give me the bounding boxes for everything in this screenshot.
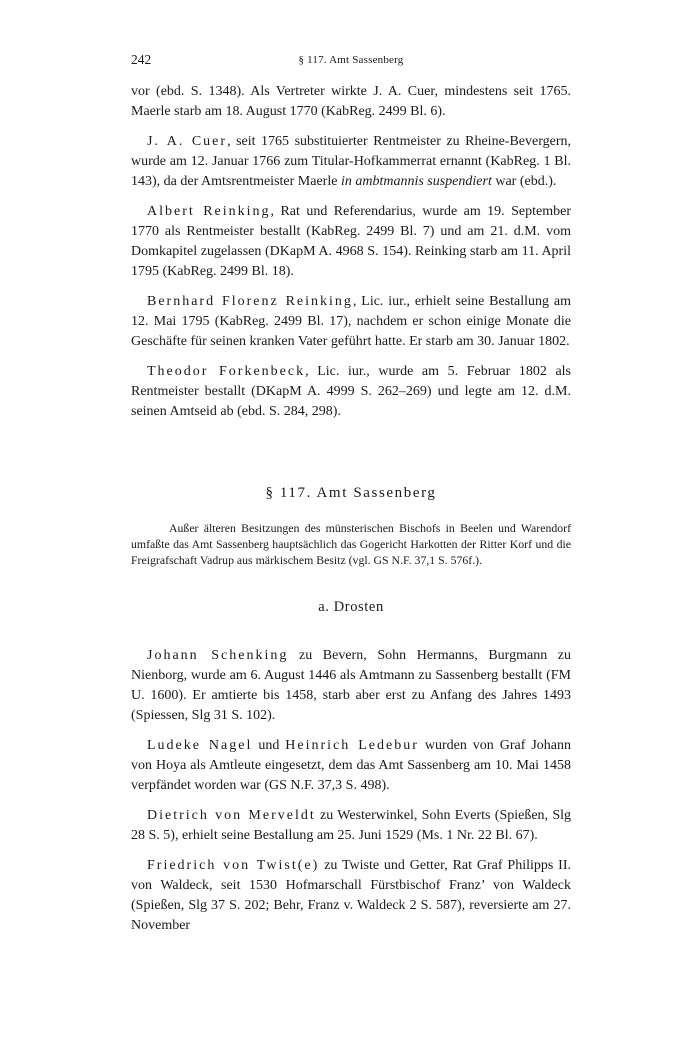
entry-text: wurden von Graf Johann von Hoya als Amtleute eingesetzt, dem das Amt Sassenberg am 10. Mai 1458 verpfändet worden war (GS N.F. 37,3 S. 498).	[131, 737, 571, 793]
person-name: Dietrich von Merveldt	[147, 807, 316, 823]
person-name: Theodor Forkenbeck	[147, 364, 306, 379]
entry-text: , seit 1765 substituierter Rentmeister zu Rheine-Bevergern, wurde am 12. Januar 1766 zum Titular-Hofkammerrat ernannt (KabReg. 1 Bl. 143), da der Amtsrentmeister Maerle	[131, 134, 571, 189]
paragraph-text: vor (ebd. S. 1348). Als Vertreter wirkte J. A. Cuer, mindestens seit 1765. Maerle starb am 18. August 1770 (KabReg. 2499 Bl. 6).	[131, 84, 571, 119]
entry-text: , Lic. iur., erhielt seine Bestallung am 12. Mai 1795 (KabReg. 2499 Bl. 17), nachdem er schon einige Monate die Geschäfte für seinen kranken Vater geführt hatte. Er starb am 30. Januar 1802.	[131, 294, 571, 349]
entry-albert-reinking	[131, 202, 571, 282]
entry-nagel-ledebur	[131, 736, 571, 796]
subsection-title: a. Drosten	[318, 598, 384, 615]
person-name: Bernhard Florenz Reinking	[147, 294, 353, 309]
page-number: 242	[131, 52, 152, 67]
section-intro: Außer älteren Besitzungen des münsterischen Bischofs in Beelen und Warendorf umfaßte das Amt Sassenberg hauptsächlich das Gogericht Harkotten der Ritter Korf und die Freigrafschaft Vadrup aus märkischem Besitz (vgl. GS N.F. 37,1 S. 576f.).	[131, 521, 571, 568]
entry-text: zu Twiste und Getter, Rat Graf Philipps II. von Waldeck, seit 1530 Hofmarschall Fürstbischof Franz’ von Waldeck (Spießen, Slg 37 S. 202; Behr, Franz v. Waldeck 2 S. 587), reversierte am 27. November	[131, 857, 571, 933]
book-page	[131, 52, 571, 946]
person-name: J. A. Cuer	[147, 134, 228, 149]
running-head	[131, 52, 571, 72]
entry-bernhard-florenz-reinking	[131, 292, 571, 352]
section-title: § 117. Amt Sassenberg	[265, 485, 437, 501]
entry-text: war (ebd.).	[491, 174, 557, 189]
latin-phrase: in ambtmannis suspendiert	[340, 174, 492, 189]
person-name: Heinrich Ledebur	[285, 737, 419, 753]
entry-friedrich-von-twist	[131, 856, 571, 936]
entry-text: , Rat und Referendarius, wurde am 19. September 1770 als Rentmeister bestallt (KabReg. 2499 Bl. 7) und am 21. d.M. vom Domkapitel zugelassen (DKapM A. 4968 S. 154). Reinking starb am 11. April 1795 (KabReg. 2499 Bl. 18).	[131, 204, 571, 279]
entry-text: zu Bevern, Sohn Hermanns, Burgmann zu Nienborg, wurde am 6. August 1446 als Amtmann zu Sassenberg bestallt (FM U. 1600). Er amtierte bis 1458, starb aber erst zu Anfang des Jahres 1493 (Spiessen, Slg 31 S. 102).	[131, 647, 572, 723]
entry-text: , Lic. iur., wurde am 5. Februar 1802 als Rentmeister bestallt (DKapM A. 4999 S. 262–269) und legte am 12. d.M. seinen Amtseid ab (ebd. S. 284, 298).	[131, 364, 571, 419]
person-name: Friedrich von Twist(e)	[147, 857, 320, 873]
person-name: Johann Schenking	[147, 647, 289, 663]
entry-dietrich-von-merveldt	[131, 806, 571, 846]
person-name: Ludeke Nagel	[147, 737, 253, 753]
running-title: § 117. Amt Sassenberg	[298, 54, 404, 66]
person-name: Albert Reinking	[147, 204, 271, 219]
entry-text: zu Westerwinkel, Sohn Everts (Spießen, Slg 28 S. 5), erhielt seine Bestallung am 25. Juni 1529 (Ms. 1 Nr. 22 Bl. 67).	[131, 807, 572, 843]
entry-text: und	[252, 737, 286, 753]
entry-cuer	[131, 132, 571, 192]
entry-theodor-forkenbeck	[131, 362, 571, 422]
entry-johann-schenking	[131, 646, 571, 726]
paragraph-maerle	[131, 82, 571, 122]
